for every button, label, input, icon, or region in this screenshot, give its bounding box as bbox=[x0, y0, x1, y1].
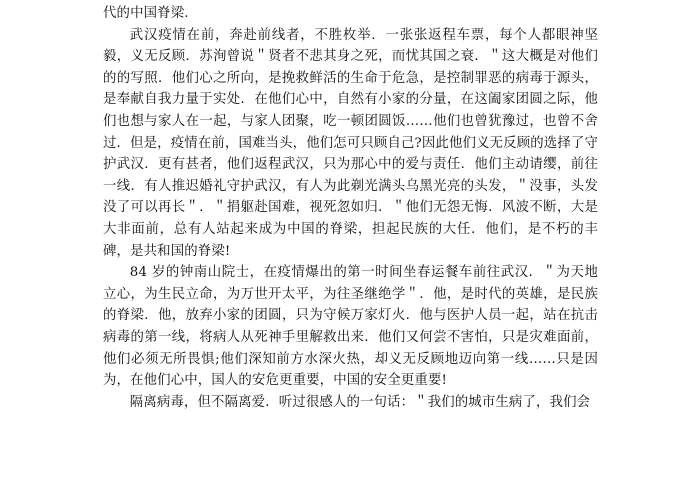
paragraph-4: 隔离病毒，但不隔离爱．听过很感人的一句话：＂我们的城市生病了，我们会 bbox=[129, 394, 591, 410]
paragraph-3: 84 岁的钟南山院士，在疫情爆出的第一时间坐春运餐车前往武汉．＂为天地立心，为生民立命，为万世开太平，为往圣继绝学＂．他，是时代的英雄，是民族的脊梁．他，放弃小家的团圆，只为守候万家灯火．他与医护人员一起，站在抗击病毒的第一线，将病人从死神手里解救出来．他们又何尝不害怕，只是灾难面前，他们必须无所畏惧;他们深知前方水深火热，却义无反顾地迈向第一线……只是因为，在他们心中，国人的安危更重要，中国的安全更重要! bbox=[103, 265, 598, 389]
paragraph-2: 武汉疫情在前，奔赴前线者，不胜枚举．一张张返程车票，每个人都眼神坚毅，义无反顾．苏洵曾说＂贤者不悲其身之死，而忧其国之衰．＂这大概是对他们的的写照．他们心之所向，是挽救鲜活的生命于危急，是控制罪恶的病毒于源头，是奉献自我力量于实处．在他们心中，自然有小家的分量，在这阖家团圆之际，他们也想与家人在一起，与家人团聚，吃一顿团圆饭……他们也曾犹豫过，也曾不舍过．但是，疫情在前，国难当头，他们怎可只顾自己?因此他们义无反顾的选择了守护武汉．更有甚者，他们返程武汉，只为那心中的爱与责任．他们主动请缨，前往一线．有人推迟婚礼守护武汉，有人为此剃光满头乌黑光亮的头发，＂没事，头发没了可以再长＂．＂捐躯赴国难，视死忽如归．＂他们无怨无悔．风波不断，大是大非面前，总有人站起来成为中国的脊梁，担起民族的大任．他们，是不朽的丰碑，是共和国的脊梁! bbox=[103, 27, 598, 259]
paragraph-1: 代的中国脊梁. bbox=[103, 6, 189, 21]
document-body bbox=[103, 3, 598, 413]
